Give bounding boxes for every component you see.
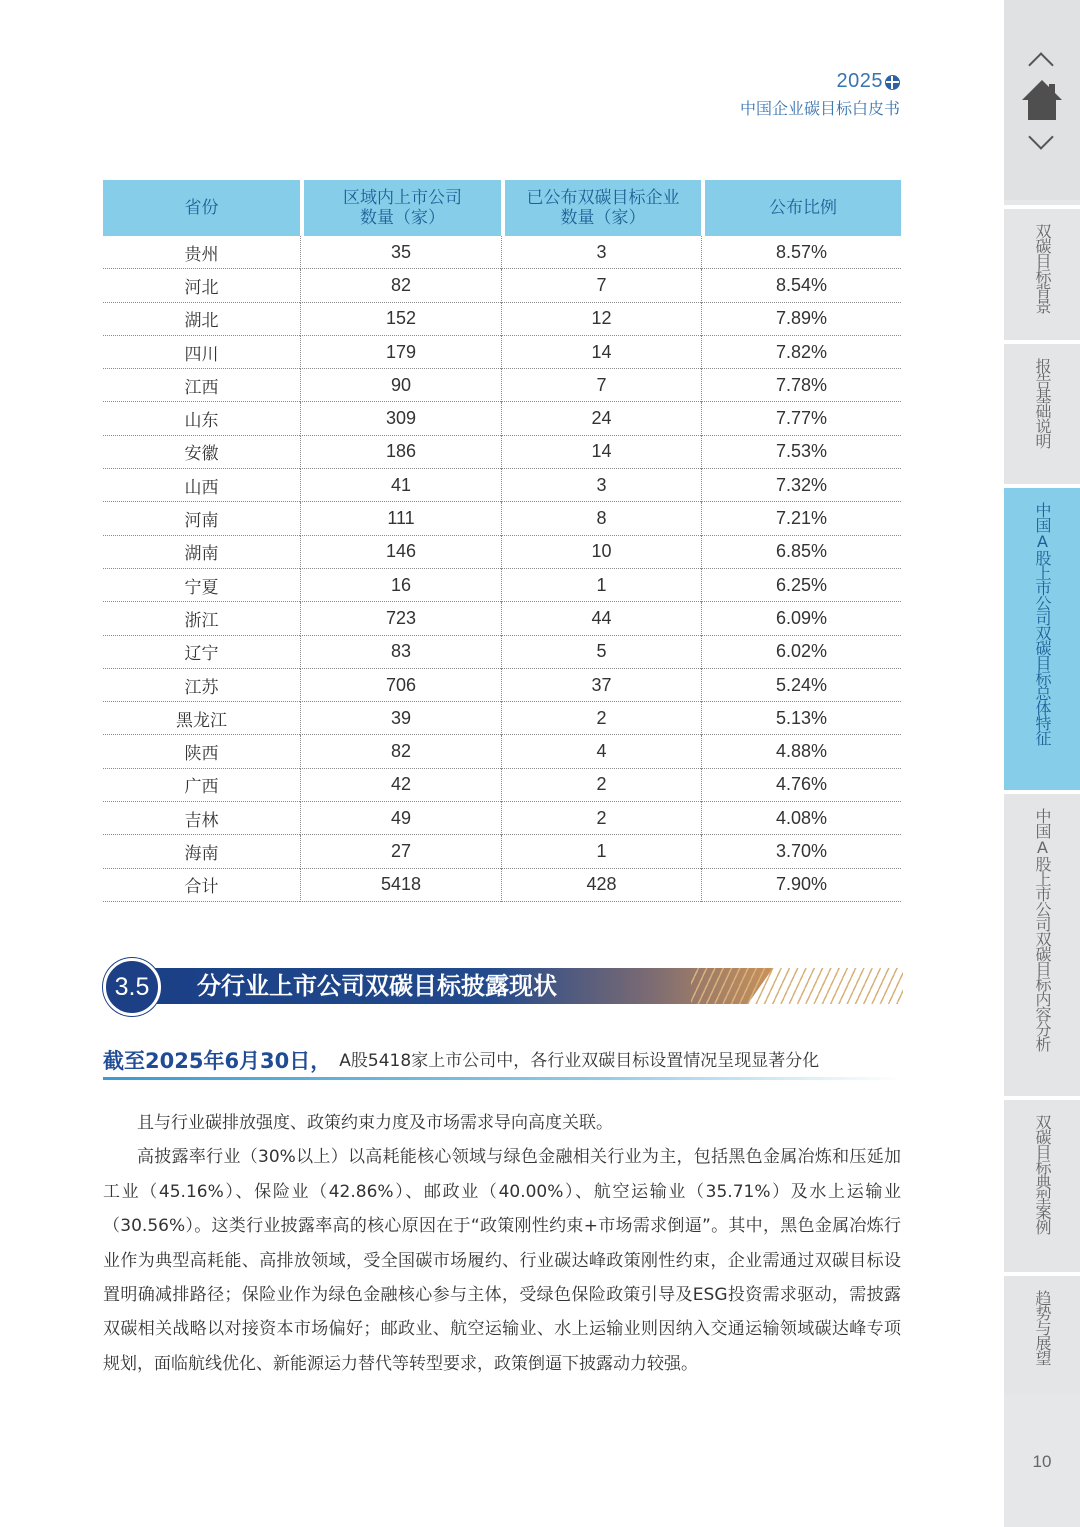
- table-row: [103, 869, 901, 902]
- table-row: [103, 369, 901, 402]
- cell-province: 辽宁: [103, 636, 300, 669]
- cell-listed-count: 16: [300, 569, 501, 602]
- cell-ratio: 4.88%: [701, 735, 901, 768]
- cell-listed-count: 152: [300, 303, 501, 336]
- cell-target-count: 7: [501, 269, 701, 302]
- cell-target-count: 44: [501, 602, 701, 635]
- table-row: [103, 569, 901, 602]
- cell-ratio: 8.54%: [701, 269, 901, 302]
- year-text: 2025: [836, 70, 883, 92]
- sidebar-tab-label: 中国A股上市公司双碳目标内容分析: [1033, 808, 1052, 1051]
- cell-province: 江苏: [103, 669, 300, 702]
- cell-target-count: 2: [501, 769, 701, 802]
- cell-province: 江西: [103, 369, 300, 402]
- cell-listed-count: 83: [300, 636, 501, 669]
- cell-listed-count: 41: [300, 469, 501, 502]
- cell-ratio: 6.85%: [701, 536, 901, 569]
- sidebar-tab[interactable]: [1004, 790, 1080, 1096]
- sidebar-tab[interactable]: [1004, 205, 1080, 343]
- paragraph: 高披露率行业（30%以上）以高耗能核心领域与绿色金融相关行业为主，包括黑色金属冶炼和压延加工业（45.16%）、保险业（42.86%）、邮政业（40.00%）、航空运输业（35.71%）及水上运输业（30.56%）。这类行业披露率高的核心原因在于“政策刚性约束+市场需求倒逼”。其中，黑色金属冶炼行业作为典型高耗能、高排放领域，受全国碳市场履约、行业碳达峰政策刚性约束，企业需通过双碳目标设置明确减排路径；保险业作为绿色金融核心参与主体，受绿色保险政策引导及ESG投资需求驱动，需披露双碳相关战略以对接资本市场偏好；邮政业、航空运输业、水上运输业则因纳入交通运输领域碳达峰专项规划，面临航线优化、新能源运力替代等转型要求，政策倒逼下披露动力较强。: [103, 1147, 901, 1374]
- province-table: [103, 180, 901, 902]
- table-row: [103, 402, 901, 435]
- cell-target-count: 3: [501, 469, 701, 502]
- cell-target-count: 1: [501, 835, 701, 868]
- cell-target-count: 14: [501, 336, 701, 369]
- section-title: 分行业上市公司双碳目标披露现状: [197, 972, 557, 1000]
- cell-target-count: 37: [501, 669, 701, 702]
- cell-province: 宁夏: [103, 569, 300, 602]
- table-row: [103, 835, 901, 868]
- col-header-listed-count: [300, 180, 501, 236]
- cell-province: 河北: [103, 269, 300, 302]
- cell-province: 陕西: [103, 735, 300, 768]
- sidebar-tab-label: 中国A股上市公司双碳目标总体特征: [1033, 502, 1052, 745]
- col-header-province: [103, 180, 300, 236]
- cell-listed-count: 35: [300, 236, 501, 269]
- col-header-line: 区域内上市公司: [343, 188, 462, 208]
- page-number: 10: [1032, 1452, 1052, 1471]
- globe-icon: [885, 75, 900, 90]
- cell-target-count: 2: [501, 802, 701, 835]
- header-subtitle: 中国企业碳目标白皮书: [739, 99, 900, 118]
- sidebar-tab[interactable]: [1004, 1272, 1080, 1394]
- table-row: [103, 735, 901, 768]
- cell-target-count: 5: [501, 636, 701, 669]
- cell-province: 黑龙江: [103, 702, 300, 735]
- table-row: [103, 536, 901, 569]
- cell-province: 山东: [103, 402, 300, 435]
- table-header-row: [103, 180, 901, 236]
- cell-listed-count: 309: [300, 402, 501, 435]
- col-header-line: 已公布双碳目标企业: [526, 188, 680, 208]
- table-row: [103, 436, 901, 469]
- cell-ratio: 7.53%: [701, 436, 901, 469]
- header-year: [837, 70, 901, 93]
- paragraph: 且与行业碳排放强度、政策约束力度及市场需求导向高度关联。: [137, 1113, 613, 1133]
- cell-ratio: 6.09%: [701, 602, 901, 635]
- cell-province: 合计: [103, 869, 300, 902]
- table-row: [103, 303, 901, 336]
- sidebar-tab[interactable]: [1004, 484, 1080, 790]
- cell-target-count: 3: [501, 236, 701, 269]
- cell-listed-count: 90: [300, 369, 501, 402]
- cell-target-count: 14: [501, 436, 701, 469]
- cell-target-count: 8: [501, 502, 701, 535]
- cell-listed-count: 179: [300, 336, 501, 369]
- cell-ratio: 4.08%: [701, 802, 901, 835]
- section-heading: [103, 958, 901, 1018]
- cell-province: 湖南: [103, 536, 300, 569]
- cell-target-count: 12: [501, 303, 701, 336]
- cell-ratio: 5.24%: [701, 669, 901, 702]
- cell-ratio: 7.89%: [701, 303, 901, 336]
- cell-ratio: 7.78%: [701, 369, 901, 402]
- cell-ratio: 8.57%: [701, 236, 901, 269]
- cell-listed-count: 42: [300, 769, 501, 802]
- cell-target-count: 10: [501, 536, 701, 569]
- cell-ratio: 7.77%: [701, 402, 901, 435]
- cell-listed-count: 186: [300, 436, 501, 469]
- cell-target-count: 7: [501, 369, 701, 402]
- cell-listed-count: 39: [300, 702, 501, 735]
- table-row: [103, 769, 901, 802]
- lead-sentence: [103, 1043, 901, 1083]
- col-header-line: 数量（家）: [360, 208, 445, 228]
- sidebar-tab-label: 双碳目标典型案例: [1033, 1114, 1052, 1234]
- table-row: [103, 269, 901, 302]
- sidebar-tab-label: 报告基础说明: [1033, 358, 1052, 448]
- section-number: 3.5: [103, 958, 161, 1016]
- cell-listed-count: 27: [300, 835, 501, 868]
- table-row: [103, 636, 901, 669]
- cell-ratio: 7.90%: [701, 869, 901, 902]
- col-header-line: 公布比例: [769, 198, 837, 218]
- cell-ratio: 6.02%: [701, 636, 901, 669]
- cell-province: 安徽: [103, 436, 300, 469]
- table-row: [103, 469, 901, 502]
- lead-emphasis: 截至2025年6月30日，: [103, 1049, 332, 1073]
- col-header-ratio: [701, 180, 901, 236]
- col-header-line: 数量（家）: [560, 208, 646, 228]
- sidebar-tab[interactable]: [1004, 340, 1080, 484]
- cell-target-count: 24: [501, 402, 701, 435]
- cell-target-count: 428: [501, 869, 701, 902]
- cell-province: 四川: [103, 336, 300, 369]
- section-stripes-decoration: [691, 968, 903, 1004]
- cell-listed-count: 706: [300, 669, 501, 702]
- table-row: [103, 669, 901, 702]
- table-row: [103, 236, 901, 269]
- cell-ratio: 7.82%: [701, 336, 901, 369]
- lead-underline: [103, 1077, 901, 1080]
- table-row: [103, 802, 901, 835]
- cell-ratio: 6.25%: [701, 569, 901, 602]
- cell-province: 河南: [103, 502, 300, 535]
- body-text: [103, 1106, 901, 1381]
- cell-ratio: 7.32%: [701, 469, 901, 502]
- cell-target-count: 4: [501, 735, 701, 768]
- sidebar-tab-label: 趋势与展望: [1033, 1290, 1052, 1365]
- col-header-line: 省份: [184, 198, 219, 218]
- cell-target-count: 1: [501, 569, 701, 602]
- cell-listed-count: 111: [300, 502, 501, 535]
- cell-province: 山西: [103, 469, 300, 502]
- cell-listed-count: 49: [300, 802, 501, 835]
- col-header-target-count: [501, 180, 701, 236]
- cell-ratio: 3.70%: [701, 835, 901, 868]
- table-row: [103, 336, 901, 369]
- lead-rest: A股5418家上市公司中，各行业双碳目标设置情况呈现显著分化: [339, 1051, 820, 1071]
- cell-listed-count: 82: [300, 269, 501, 302]
- cell-province: 广西: [103, 769, 300, 802]
- table-row: [103, 502, 901, 535]
- cell-province: 贵州: [103, 236, 300, 269]
- home-icon[interactable]: [1020, 78, 1064, 122]
- cell-listed-count: 5418: [300, 869, 501, 902]
- cell-listed-count: 723: [300, 602, 501, 635]
- cell-target-count: 2: [501, 702, 701, 735]
- cell-province: 吉林: [103, 802, 300, 835]
- sidebar-tab[interactable]: [1004, 1096, 1080, 1272]
- table-row: [103, 602, 901, 635]
- cell-ratio: 5.13%: [701, 702, 901, 735]
- cell-province: 海南: [103, 835, 300, 868]
- cell-listed-count: 146: [300, 536, 501, 569]
- sidebar-tab-label: 双碳目标背景: [1033, 223, 1052, 313]
- table-row: [103, 702, 901, 735]
- cell-ratio: 4.76%: [701, 769, 901, 802]
- cell-ratio: 7.21%: [701, 502, 901, 535]
- cell-listed-count: 82: [300, 735, 501, 768]
- cell-province: 湖北: [103, 303, 300, 336]
- cell-province: 浙江: [103, 602, 300, 635]
